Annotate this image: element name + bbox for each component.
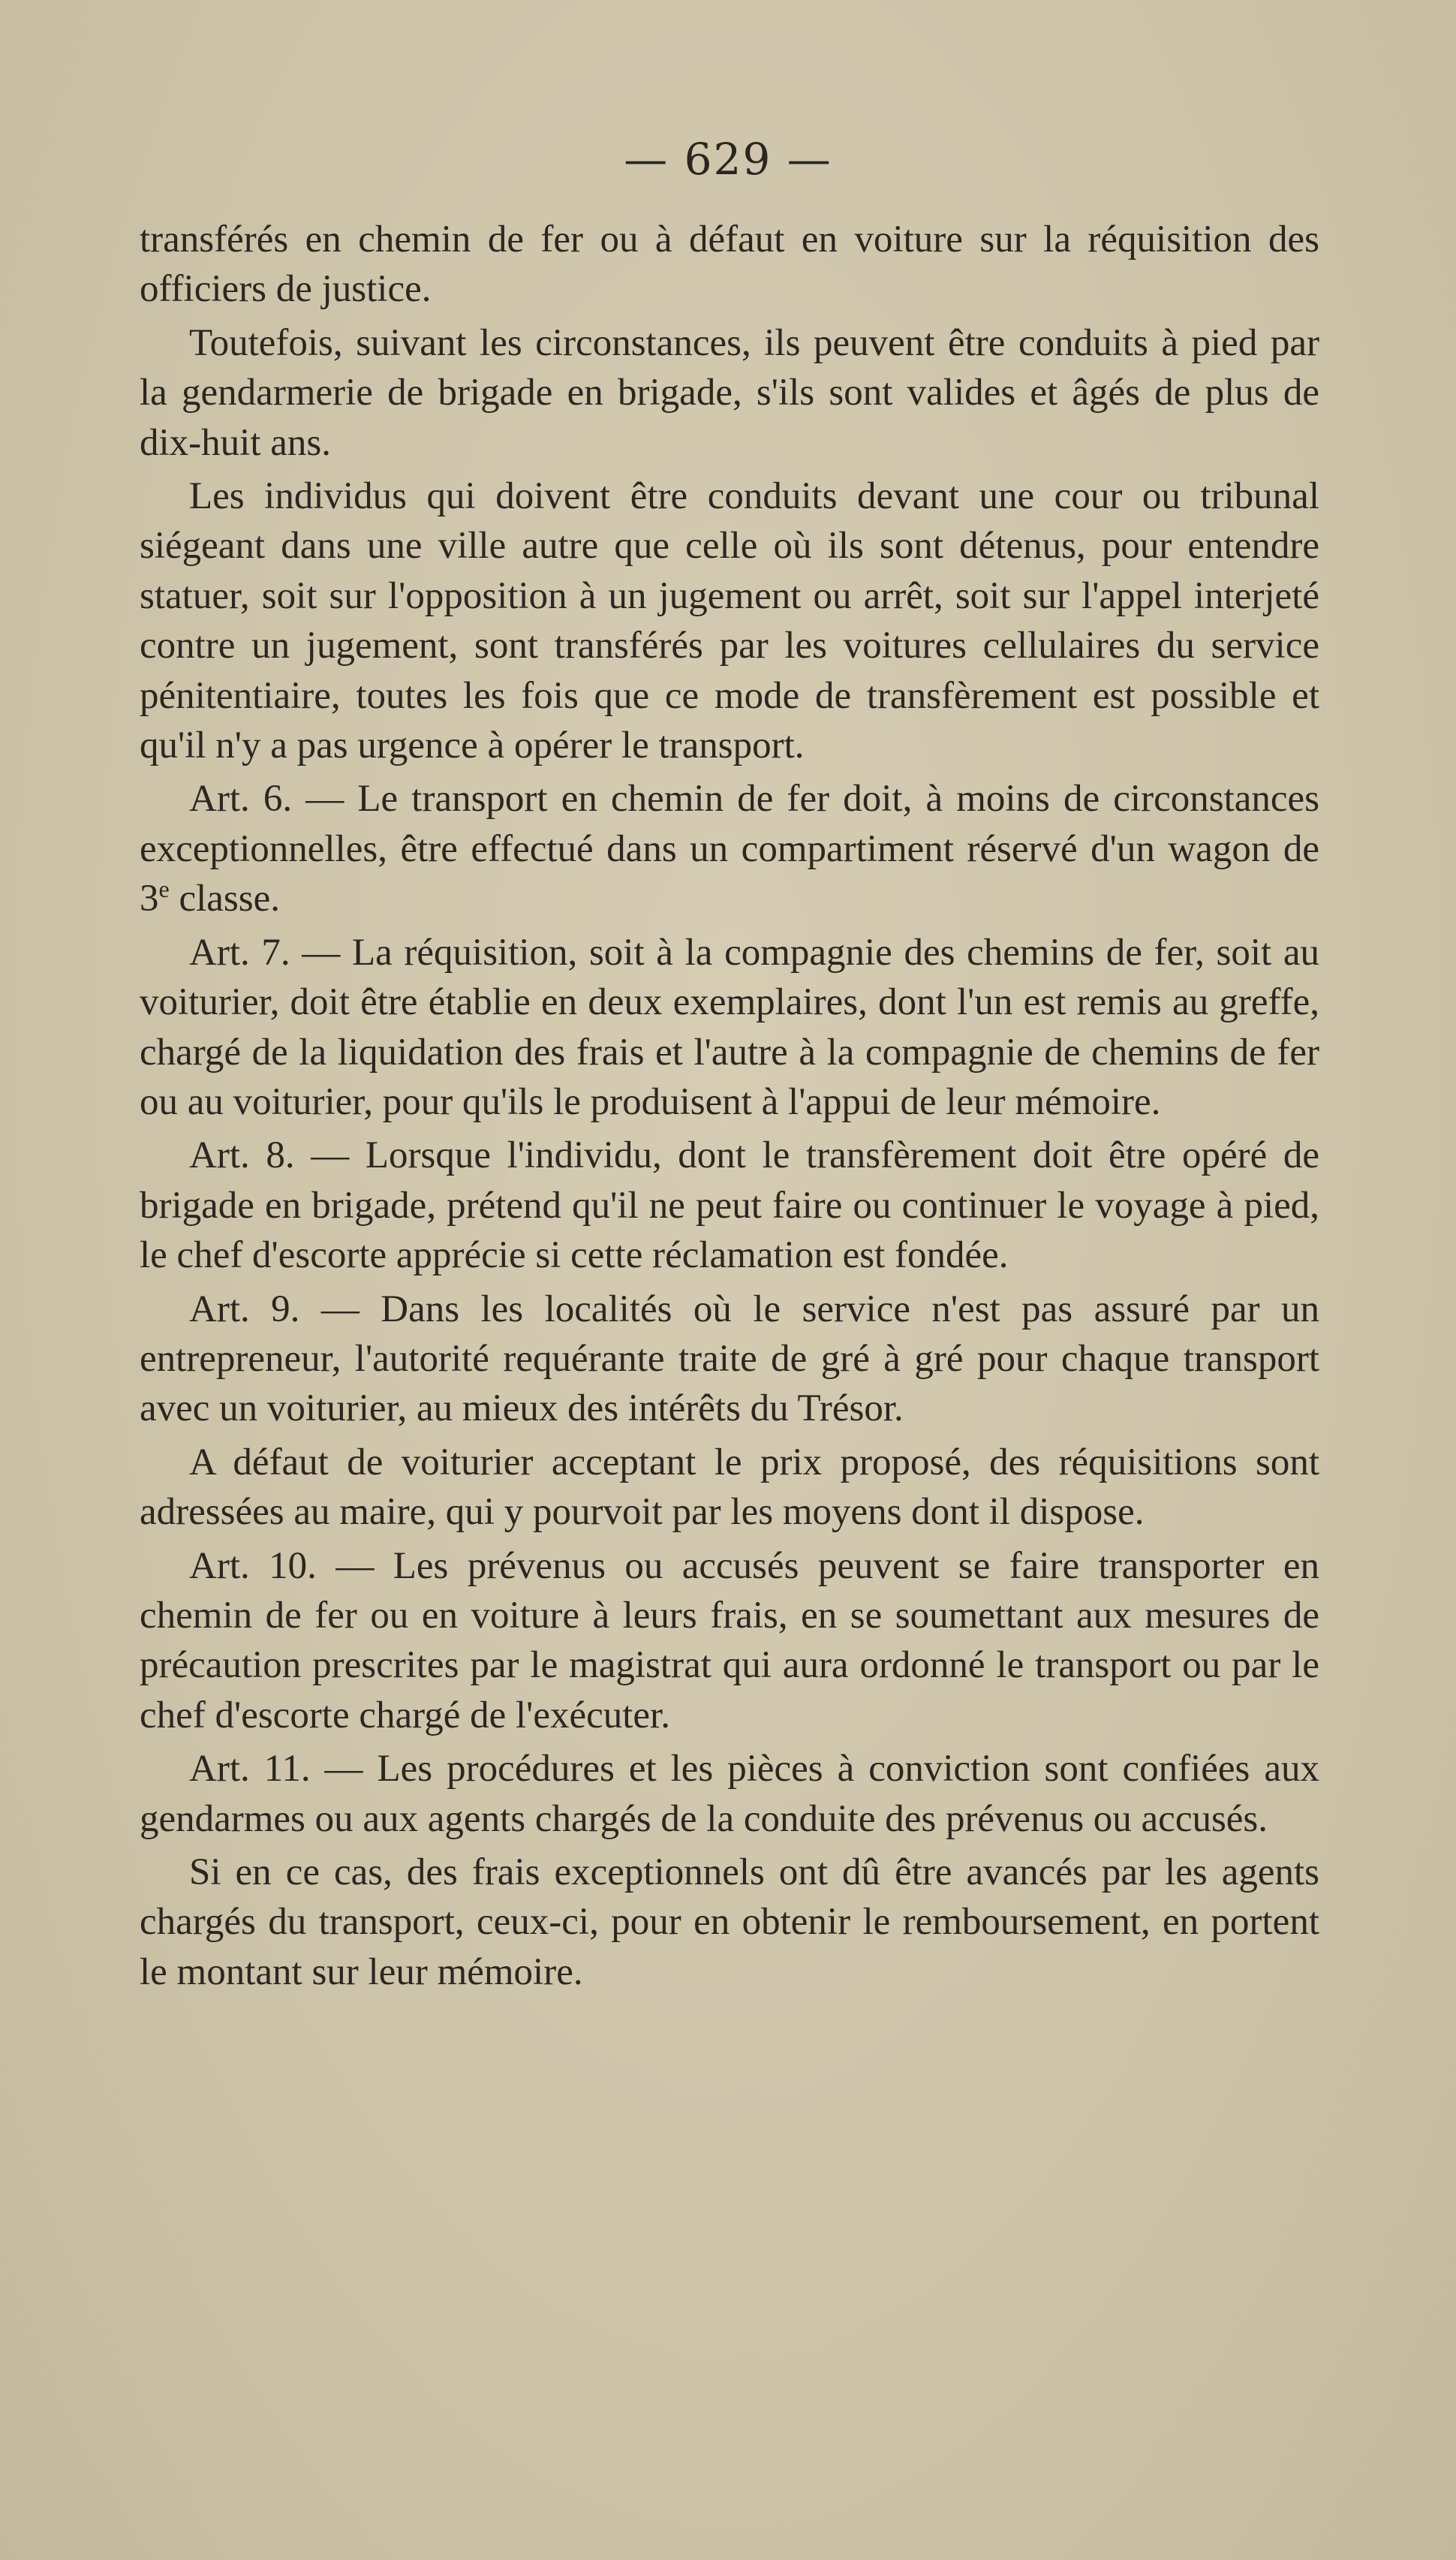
superscript-e: e <box>158 875 170 903</box>
body-text <box>140 215 1319 2001</box>
paragraph-art-6 <box>140 774 1319 923</box>
paragraph-individus: Les individus qui doivent être conduits devant une cour ou tribunal siégeant dans une ville autre que celle où ils sont détenus, pour entendre statuer, soit sur l'opposition à un jugement ou arrêt, soit sur l'appel interjeté contre un jugement, sont transférés par les voitures cellulaires du service pénitentiaire, toutes les fois que ce mode de transfèrement est possible et qu'il n'y a pas urgence à opérer le transport. <box>140 475 1319 767</box>
art-6-text: Art. 6. — Le transport en chemin de fer doit, à moins de circonstances exceptionnelles, être effectué dans un compartiment réservé d'un wagon de 3 <box>140 778 1319 920</box>
paragraph-a-defaut: A défaut de voiturier acceptant le prix proposé, des réquisitions sont adressées au maire, qui y pourvoit par les moyens dont il dispose. <box>140 1441 1319 1534</box>
paragraph-si-en-ce-cas: Si en ce cas, des frais exceptionnels ont dû être avancés par les agents chargés du transport, ceux-ci, pour en obtenir le remboursement, en portent le montant sur leur mémoire. <box>140 1851 1319 1993</box>
paragraph-art-10: Art. 10. — Les prévenus ou accusés peuvent se faire transporter en chemin de fer ou en voiture à leurs frais, en se soumettant aux mesures de précaution prescrites par le magistrat qui aura ordonné le transport ou par le chef d'escorte chargé de l'exécuter. <box>140 1544 1319 1736</box>
paragraph-art-7: Art. 7. — La réquisition, soit à la compagnie des chemins de fer, soit au voiturier, doit être établie en deux exemplaires, dont l'un est remis au greffe, chargé de la liquidation des frais et l'autre à la compagnie de chemins de fer ou au voiturier, pour qu'ils le produisent à l'appui de leur mémoire. <box>140 931 1319 1123</box>
paragraph-art-8: Art. 8. — Lorsque l'individu, dont le transfèrement doit être opéré de brigade en brigade, prétend qu'il ne peut faire ou continuer le voyage à pied, le chef d'escorte apprécie si cette réclamation est fondée. <box>140 1134 1319 1277</box>
art-6-text-end: classe. <box>169 878 280 920</box>
page-number: — 629 — <box>624 134 832 185</box>
paragraph-art-9: Art. 9. — Dans les localités où le service n'est pas assuré par un entrepreneur, l'autorité requérante traite de gré à gré pour chaque transport avec un voiturier, au mieux des intérêts du Trésor. <box>140 1288 1319 1430</box>
paragraph-continuation: transférés en chemin de fer ou à défaut en voiture sur la réquisition des officiers de justice. <box>140 218 1319 311</box>
paragraph-art-11: Art. 11. — Les procédures et les pièces à conviction sont confiées aux gendarmes ou aux agents chargés de la conduite des prévenus ou accusés. <box>140 1748 1319 1840</box>
paragraph-toutefois: Toutefois, suivant les circonstances, ils peuvent être conduits à pied par la gendarmerie de brigade en brigade, s'ils sont valides et âgés de plus de dix-huit ans. <box>140 321 1319 464</box>
